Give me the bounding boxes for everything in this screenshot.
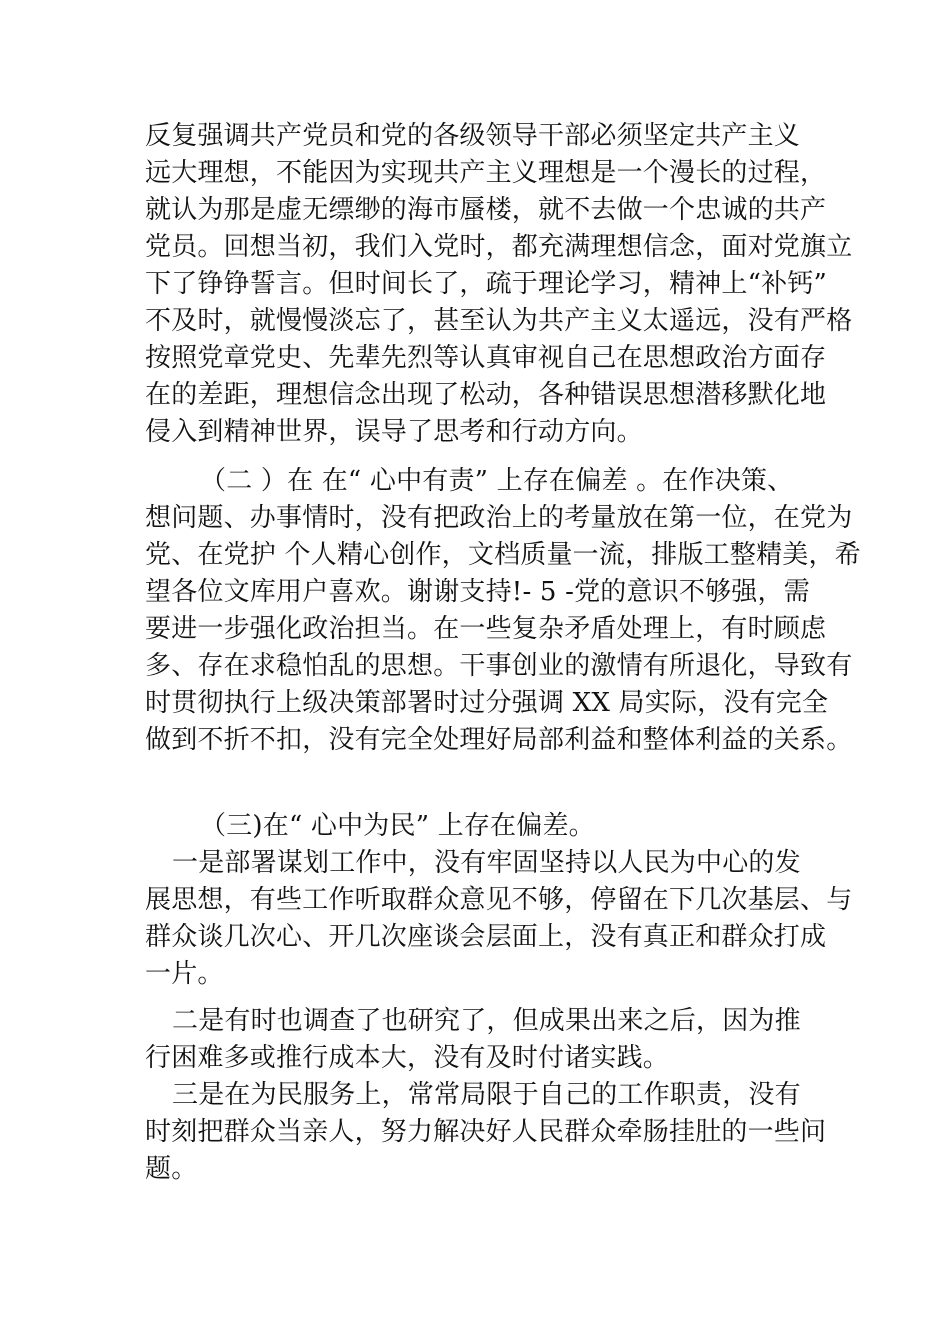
text-line: 党员。回想当初，我们入党时，都充满理想信念，面对党旗立 bbox=[145, 232, 853, 262]
text-line: 二是有时也调查了也研究了，但成果出来之后，因为推 bbox=[172, 1006, 801, 1036]
text-line: 就认为那是虚无缥缈的海市蜃楼，就不去做一个忠诚的共产 bbox=[145, 195, 827, 225]
text-line: 题。 bbox=[145, 1154, 198, 1184]
text-line: 行困难多或推行成本大，没有及时付诸实践。 bbox=[145, 1043, 670, 1073]
text-line: 反复强调共产党员和党的各级领导干部必须坚定共产主义 bbox=[145, 121, 801, 151]
text-line: 时刻把群众当亲人，努力解决好人民群众牵肠挂肚的一些问 bbox=[145, 1117, 827, 1147]
text-line: 在的差距，理想信念出现了松动，各种错误思想潜移默化地 bbox=[145, 380, 827, 410]
text-line: 做到不折不扣，没有完全处理好局部利益和整体利益的关系。 bbox=[145, 725, 853, 755]
text-line: 远大理想，不能因为实现共产主义理想是一个漫长的过程， bbox=[145, 158, 827, 188]
section-heading-2: （二 ）在 在“ 心中有责” 上存在偏差 。在作决策、 bbox=[200, 466, 794, 496]
text-line: 多、存在求稳怕乱的思想。干事创业的激情有所退化，导致有 bbox=[145, 651, 853, 681]
text-line: 按照党章党史、先辈先烈等认真审视自己在思想政治方面存 bbox=[145, 343, 827, 373]
section-heading-3: （三)在“ 心中为民” 上存在偏差。 bbox=[200, 811, 595, 841]
text-line: 要进一步强化政治担当。在一些复杂矛盾处理上，有时顾虑 bbox=[145, 614, 827, 644]
text-line: 展思想，有些工作听取群众意见不够，停留在下几次基层、与 bbox=[145, 885, 853, 915]
text-line: 一是部署谋划工作中，没有牢固坚持以人民为中心的发 bbox=[172, 848, 801, 878]
text-line: 望各位文库用户喜欢。谢谢支持!- 5 -党的意识不够强，需 bbox=[145, 577, 810, 607]
text-line: 群众谈几次心、开几次座谈会层面上，没有真正和群众打成 bbox=[145, 922, 827, 952]
text-line: 时贯彻执行上级决策部署时过分强调 XX 局实际，没有完全 bbox=[145, 688, 829, 718]
text-line: 想问题、办事情时，没有把政治上的考量放在第一位，在党为 bbox=[145, 503, 853, 533]
text-line: 党、在党护 个人精心创作，文档质量一流，排版工整精美，希 bbox=[145, 540, 861, 570]
text-line: 一片。 bbox=[145, 959, 224, 989]
text-line: 不及时，就慢慢淡忘了，甚至认为共产主义太遥远，没有严格 bbox=[145, 306, 853, 336]
text-line: 下了铮铮誓言。但时间长了，疏于理论学习，精神上“补钙” bbox=[145, 269, 827, 299]
text-line: 侵入到精神世界，误导了思考和行动方向。 bbox=[145, 417, 643, 447]
text-line: 三是在为民服务上，常常局限于自己的工作职责，没有 bbox=[172, 1080, 801, 1110]
